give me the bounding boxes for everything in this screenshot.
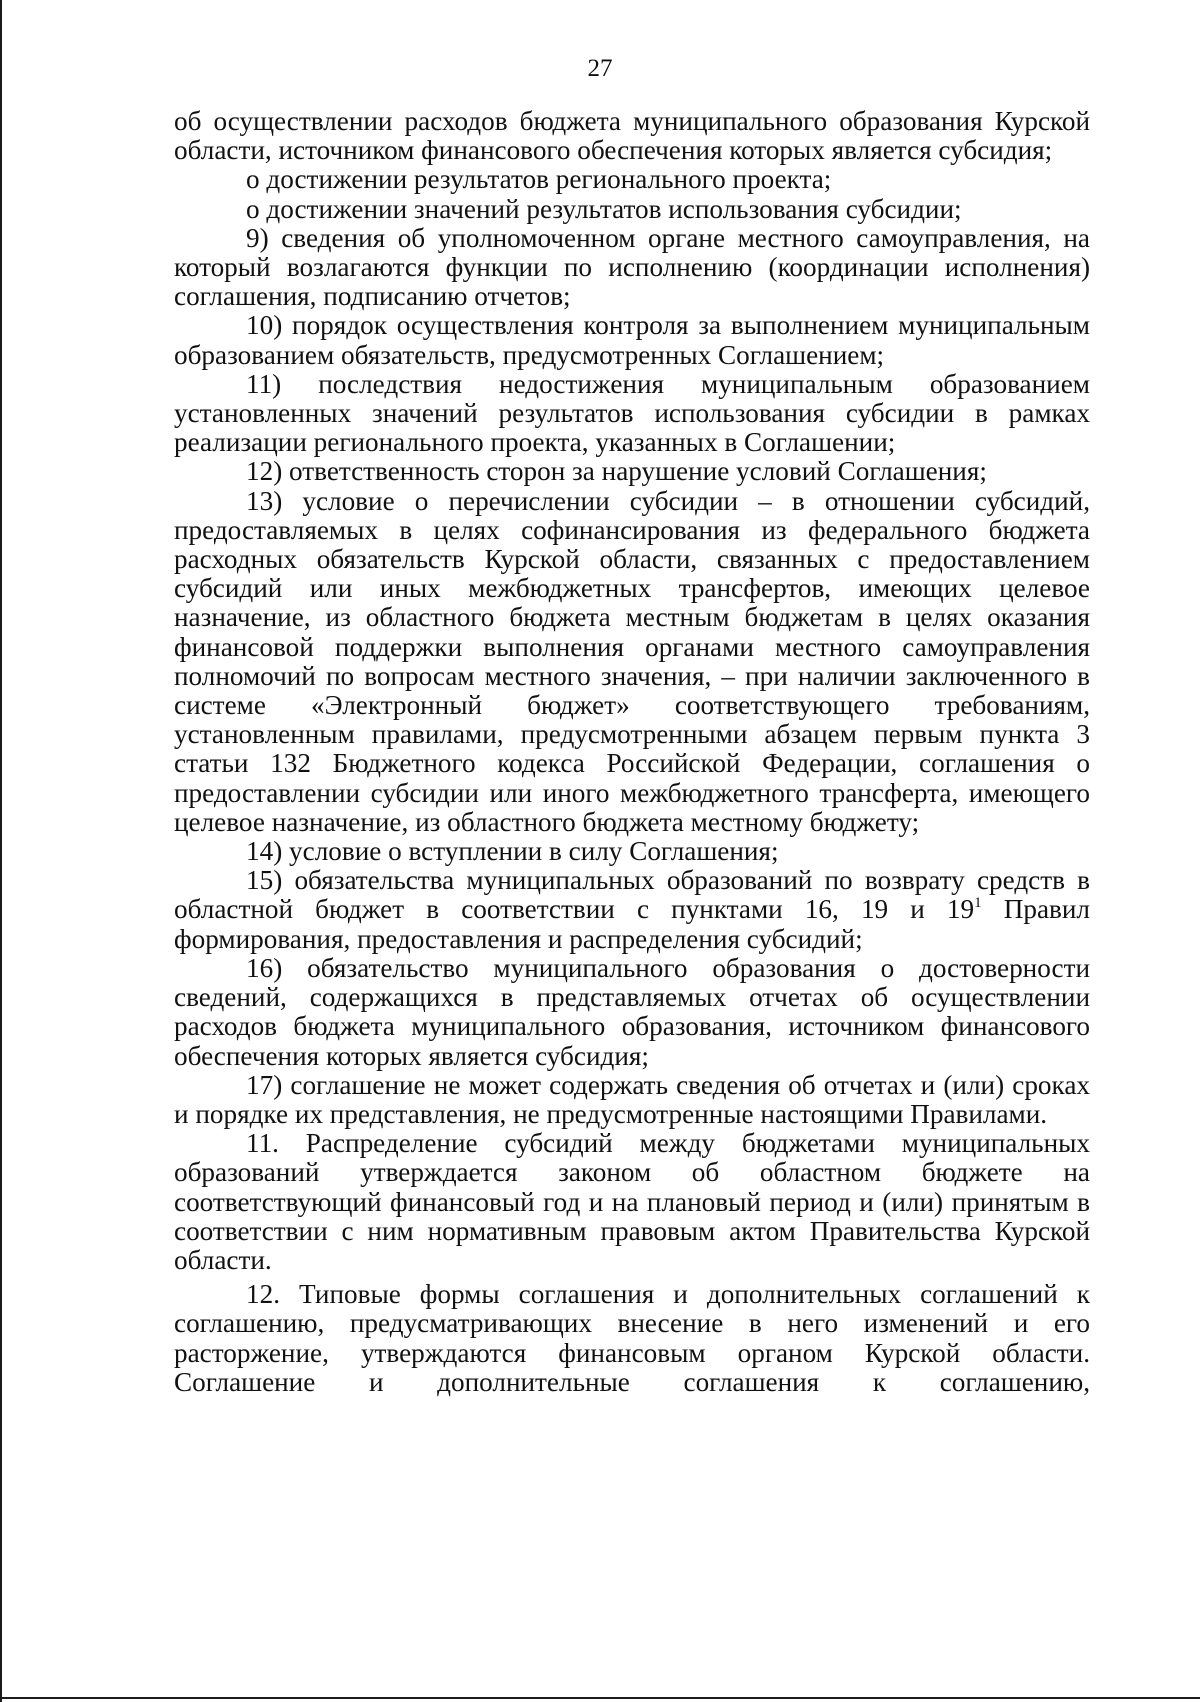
paragraph-item-10: 10) порядок осуществления контроля за выполнением муниципальным образованием обязательств, предусмотренных Соглашением;	[174, 310, 1090, 370]
paragraph-item-11: 11) последствия недостижения муниципальным образованием установленных значений результатов использования субсидии в рамках реализации регионального проекта, указанных в Соглашении;	[174, 368, 1090, 458]
paragraph-subsidy-result-values: о достижении значений результатов использования субсидии;	[246, 193, 962, 224]
paragraph-item-12: 12) ответственность сторон за нарушение условий Соглашения;	[246, 456, 987, 487]
item-15-tail: Правил	[981, 894, 1090, 925]
document-body	[174, 107, 1090, 1397]
paragraph-item-15	[174, 866, 1090, 954]
paragraph-item-17: 17) соглашение не может содержать сведения об отчетах и (или) сроках и порядке их представления, не предусмотренные настоящими Правилами.	[174, 1069, 1090, 1129]
paragraph-item-14: 14) условие о вступлении в силу Соглашения;	[246, 836, 779, 867]
page-bottom-edge	[0, 1697, 1200, 1699]
paragraph-item-13: 13) условие о перечислении субсидии – в отношении субсидий, предоставляемых в целях софинансирования из федерального бюджета расходных обязательств Курской области, связанных с предоставлением субсидий или иных межбюджетных трансфертов, имеющих целевое назначение, из областного бюджета местным бюджетам в целях оказания финансовой поддержки выполнения органами местного самоуправления полномочий по вопросам местного значения, – при наличии заключенного в системе «Электронный бюджет» соответствующего требованиям, установленным правилами, предусмотренными абзацем первым пункта 3 статьи 132 Бюджетного кодекса Российской Федерации, соглашения о предоставлении субсидии или иного межбюджетного трансферта, имеющего целевое назначение, из областного бюджета местному бюджету;	[174, 485, 1090, 837]
page-number: 27	[587, 55, 613, 82]
page-left-edge	[0, 0, 2, 1702]
footnote-superscript: 1	[974, 895, 982, 912]
paragraph-section-12: 12. Типовые формы соглашения и дополнительных соглашений к соглашению, предусматривающих внесение в него изменений и его расторжение, утверждаются финансовым органом Курской области. Соглашение и дополнительные соглашения к соглашению,	[174, 1279, 1090, 1397]
paragraph-item-16: 16) обязательство муниципального образования о достоверности сведений, содержащихся в представляемых отчетах об осуществлении расходов бюджета муниципального образования, источником финансового обеспечения которых является субсидия;	[174, 952, 1090, 1071]
paragraph-report-expenditures: об осуществлении расходов бюджета муниципального образования Курской области, источником финансового обеспечения которых является субсидия;	[174, 106, 1090, 166]
paragraph-regional-project-results: о достижении результатов регионального проекта;	[246, 164, 832, 195]
paragraph-section-11: 11. Распределение субсидий между бюджетами муниципальных образований утверждается законом об областном бюджете на соответствующий финансовый год и на плановый период и (или) принятым в соответствии с ним нормативным правовым актом Правительства Курской области.	[174, 1128, 1090, 1275]
item-15-text: 15) обязательства муниципальных образований по возврату средств в областной бюджет в соответствии с пунктами 16, 19 и 19	[174, 865, 1090, 925]
paragraph-item-9: 9) сведения об уполномоченном органе местного самоуправления, на который возлагаются функции по исполнению (координации исполнения) соглашения, подписанию отчетов;	[174, 222, 1090, 312]
item-15-continuation: формирования, предоставления и распределения субсидий;	[174, 923, 863, 954]
